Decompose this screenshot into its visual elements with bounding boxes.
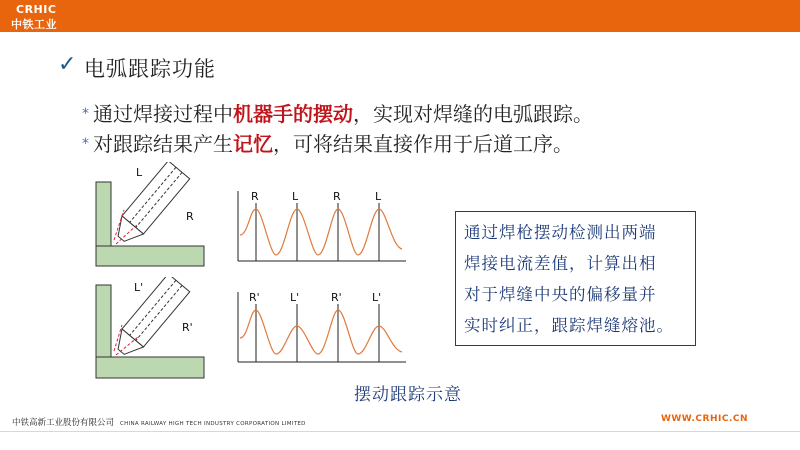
explanation-line: 焊接电流差值，计算出相 — [464, 254, 657, 273]
bullet-item — [82, 128, 573, 157]
bullet-emphasis: 机器手的摆动 — [233, 102, 353, 126]
wave-label: L — [292, 190, 299, 203]
company-name-cn: 中铁高新工业股份有限公司 — [12, 418, 115, 428]
welding-torch — [110, 162, 189, 248]
bullet-item — [82, 98, 593, 127]
torch-label-l: L — [136, 166, 143, 179]
waveform-bottom — [230, 288, 410, 368]
bullet-text: 通过焊接过程中 — [93, 102, 233, 126]
wave-label: R' — [331, 291, 342, 304]
waveform-top — [230, 187, 410, 267]
company-name-en: CHINA RAILWAY HIGH TECH INDUSTRY CORPORATION LIMITED — [120, 421, 306, 427]
asterisk-icon: * — [82, 106, 89, 122]
torch-label-r: R — [186, 210, 194, 223]
wave-label: R — [333, 190, 341, 203]
footer-website: WWW.CRHIC.CN — [660, 414, 748, 424]
figure-caption: 摆动跟踪示意 — [354, 385, 462, 405]
explanation-line: 通过焊枪摆动检测出两端 — [464, 223, 657, 242]
torch-label-l-prime: L' — [134, 281, 144, 294]
torch-label-r-prime: R' — [182, 321, 193, 334]
wave-label: R' — [249, 291, 260, 304]
explanation-box — [455, 211, 696, 346]
wave-label: L — [375, 190, 382, 203]
wave-label: L' — [290, 291, 300, 304]
bullet-text: ，实现对焊缝的电弧跟踪。 — [353, 102, 593, 126]
wave-label: R — [251, 190, 259, 203]
footer-company — [12, 416, 306, 428]
torch-diagram-bottom — [90, 277, 210, 382]
footer-divider — [0, 431, 800, 432]
top-bar — [0, 0, 800, 32]
current-wave — [240, 310, 402, 354]
logo-text-en: CRHIC — [16, 3, 57, 16]
wave-label: L' — [372, 291, 382, 304]
welding-torch — [110, 277, 189, 361]
slide-title: 电弧跟踪功能 — [84, 57, 216, 81]
checkmark-icon: ✓ — [58, 52, 77, 77]
explanation-line: 对于焊缝中央的偏移量并 — [464, 285, 657, 304]
explanation-line: 实时纠正，跟踪焊缝熔池。 — [464, 316, 674, 335]
asterisk-icon: * — [82, 136, 89, 152]
horizontal-plate — [96, 357, 204, 378]
horizontal-plate — [96, 246, 204, 266]
bullet-emphasis: 记忆 — [233, 132, 273, 156]
logo-text-cn: 中铁工业 — [11, 18, 57, 31]
company-logo — [8, 2, 78, 30]
current-wave — [240, 209, 402, 255]
bullet-text: 对跟踪结果产生 — [93, 132, 233, 156]
bullet-text: ，可将结果直接作用于后道工序。 — [273, 132, 573, 156]
torch-diagram-top — [90, 162, 210, 270]
